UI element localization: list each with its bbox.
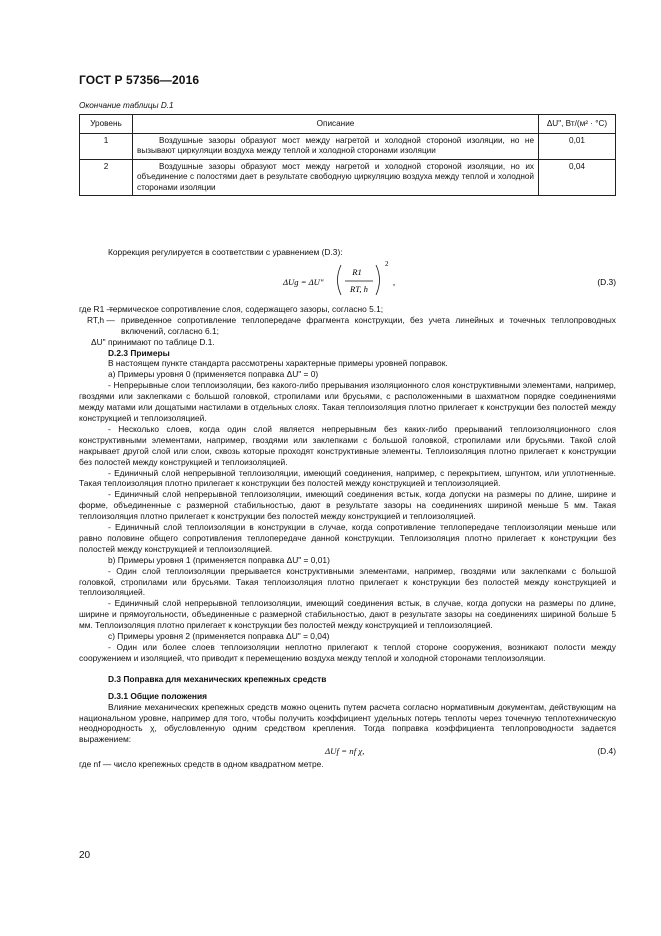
where-nf: где nf — число крепежных средств в одном квадратном метре.: [79, 759, 324, 770]
cell-description: Воздушные зазоры образуют мост между нагретой и холодной стороной изоляции, но их объединение с полостями дает в результате свободную циркуляцию воздуха между теплой и холодной сторонами изоляции: [133, 159, 539, 195]
page-number: 20: [79, 850, 91, 861]
cell-description: Воздушные зазоры образуют мост между нагретой и холодной стороной изоляции, но не вызывают циркуляции воздуха между теплой и холодной сторонами изоляции: [133, 134, 539, 160]
formula-d3-left-paren: [338, 265, 342, 295]
table-row: [80, 159, 616, 195]
formula-d4-number: (D.4): [597, 746, 616, 757]
cell-level: 2: [80, 159, 133, 195]
where-rth-desc: приведенное сопротивление теплопередаче фрагмента конструкции, без учета линейных и точечных теплопроводных включений, согласно 6.1;: [121, 314, 616, 336]
level0-heading: а) Примеры уровня 0 (применяется поправка ΔU" = 0): [108, 369, 319, 380]
level0-item: - Единичный слой непрерывной теплоизоляции, имеющий соединения встык, когда допуски на размеры по длине, ширине и форме, объединенные с размерной стабильностью, дают в результате зазоры на соединениях шириной меньше 5 мм. Такая теплоизоляция плотно прилегает к конструкции без полостей между конструкцией и теплоизоляцией.: [79, 489, 616, 522]
section-d3-heading: D.3 Поправка для механических крепежных средств: [108, 673, 327, 684]
level2-item: - Один или более слоев теплоизоляции неплотно прилегают к теплой стороне сооружения, возникают полости между сооружением и изоляцией, что приводит к перемещению воздуха между теплой и холодной сторонами теплоизоляции.: [79, 642, 616, 663]
formula-d3-tail: ,: [393, 276, 396, 287]
formula-d3-number: (D.3): [597, 276, 616, 287]
where-r1: [79, 304, 616, 315]
formula-d3-lhs: ΔUg = ΔU": [283, 276, 324, 287]
table-caption: Окончание таблицы D.1: [79, 101, 174, 110]
formula-d4: [79, 745, 616, 759]
table-row: [80, 134, 616, 160]
cell-value: 0,01: [539, 134, 616, 160]
col-header-level: Уровень: [80, 115, 133, 134]
level0-item: - Единичный слой теплоизоляции в конструкции в случае, когда сопротивление теплопередаче теплоизоляции меньше или равно половине общего сопротивления теплопередаче данной конструкции. Теплоизоляция плотно прилегает к конструкции без полостей между конструкцией и теплоизоляцией.: [79, 522, 616, 554]
formula-d3-exponent: 2: [385, 259, 389, 268]
where-rth: [79, 315, 616, 337]
main-text: [79, 247, 616, 770]
examples-intro: В настоящем пункте стандарта рассмотрены характерные примеры уровней поправок.: [108, 358, 448, 369]
correction-paragraph: Коррекция регулируется в соответствии с уравнением (D.3):: [108, 247, 343, 257]
levels-table: [79, 114, 616, 196]
formula-d3-denominator: RT, h: [350, 283, 368, 294]
where-r1-symbol: где R1 —: [79, 303, 115, 314]
formula-d3-right-paren: [376, 265, 380, 295]
level1-item: - Единичный слой непрерывной теплоизоляции, имеющий соединения встык, в случае, когда допуски на размеры по длине, ширине и прямоугольности, объединенные с размерной стабильностью, дают в результате зазоры на соединениях шириной больше 5 мм. Теплоизоляция плотно прилегает к конструкции без полостей между конструкцией и теплоизоляцией.: [79, 598, 616, 631]
where-rth-symbol: RT,h —: [87, 314, 115, 325]
section-d31-heading: D.3.1 Общие положения: [108, 690, 207, 701]
level0-item: - Единичный слой непрерывной теплоизоляции, имеющий соединения, например, с перекрытием, шпунтом, или уплотненные. Такая теплоизоляция плотно прилегает к конструкции без полостей между конструкцией и теплоизоляцией.: [79, 467, 616, 489]
where-delta-u: ΔU" принимают по таблице D.1.: [91, 336, 215, 347]
section-d23-heading: D.2.3 Примеры: [108, 347, 170, 358]
formula-d4-expression: ΔUf = nf χ,: [325, 746, 365, 757]
col-header-delta-u: ΔU", Вт/(м² · °С): [539, 115, 616, 134]
cell-level: 1: [80, 134, 133, 160]
level2-heading: с) Примеры уровня 2 (применяется поправка ΔU" = 0,04): [108, 631, 330, 642]
col-header-description: Описание: [133, 115, 539, 134]
document-header: ГОСТ Р 57356—2016: [79, 73, 200, 87]
level1-item: - Один слой теплоизоляции прерывается конструктивными элементами, например, гвоздями или заклепками с большой головкой, стропилами или брусьями. Такая теплоизоляция плотно прилегает к конструкции без полостей между конструкцией и теплоизоляцией.: [79, 565, 616, 598]
cell-value: 0,04: [539, 159, 616, 195]
formula-d3: [79, 258, 616, 304]
where-r1-desc: термическое сопротивление слоя, содержащего зазоры, согласно 5.1;: [109, 303, 384, 314]
table-header-row: [80, 115, 616, 134]
level0-item: - Непрерывные слои теплоизоляции, без какого-либо прерывания изоляционного слоя конструктивными элементами, например, гвоздями или заклепками с большой головкой, стропилами или брусьями, с расположенными в шахматном порядке соединениями между матами или дощатыми настилами в отдельных слоях. Такая теплоизоляция плотно прилегает к конструкции без полостей между конструкцией и теплоизоляцией.: [79, 380, 616, 423]
level1-heading: b) Примеры уровня 1 (применяется поправка ΔU" = 0,01): [108, 554, 330, 565]
fasteners-paragraph: Влияние механических крепежных средств можно оценить путем расчета согласно нормативным документам, действующим на национальном уровне, например для того, чтобы получить коэффициент удельных потерь теплоты через точечную теплотехническую неоднородность χ, обусловленную одним средством крепления. Тогда поправка коэффициента теплопроводности задается выражением:: [79, 701, 616, 745]
formula-d3-graphic: [79, 258, 616, 304]
formula-d3-numerator: R1: [352, 266, 362, 277]
level0-item: - Несколько слоев, когда один слой является непрерывным без каких-либо прерываний теплоизоляционного слоя конструктивными элементами, например, гвоздями или заклепками с большой головкой, стропилами или брусьями. Такой слой накрывает другой слой или слои, сквозь которые проходят конструктивные элементы. Теплоизоляция плотно прилегает к конструкции без полостей между конструкцией и теплоизоляцией.: [79, 423, 616, 467]
